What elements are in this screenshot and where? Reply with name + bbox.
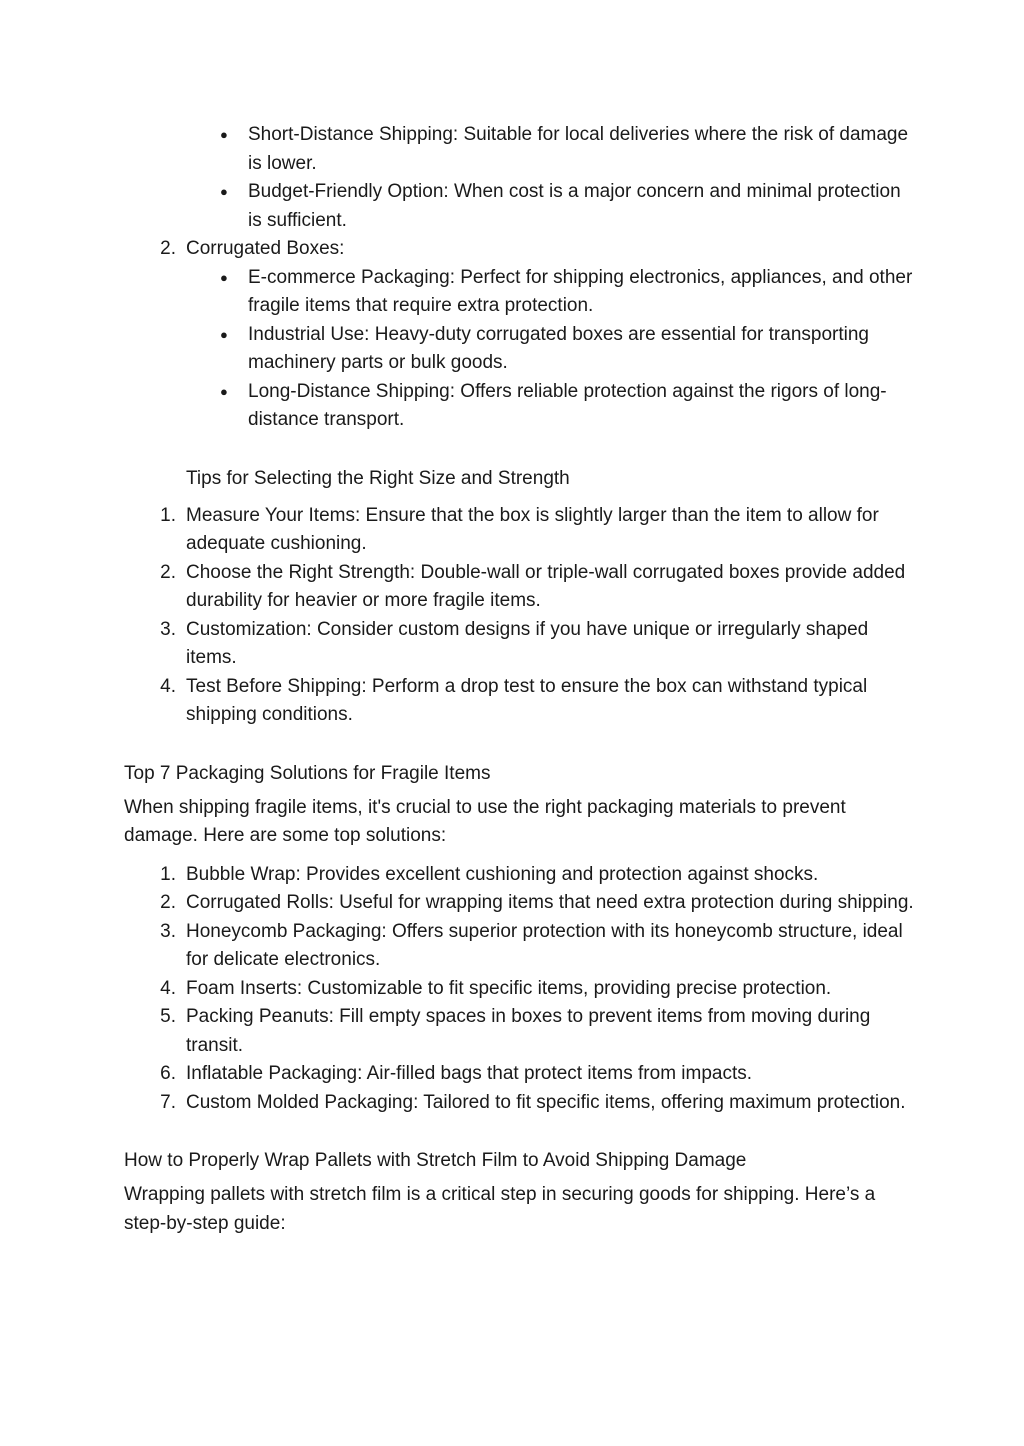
item2-bullet-list	[186, 264, 914, 435]
packaging-types-list	[124, 121, 914, 435]
list-item-text: Packing Peanuts: Fill empty spaces in boxes to prevent items from moving during transit.	[186, 1006, 871, 1056]
document-content	[124, 121, 914, 1238]
list-item	[160, 889, 914, 918]
list-item	[160, 918, 914, 975]
list-item-text: Foam Inserts: Customizable to fit specific items, providing precise protection.	[186, 977, 832, 999]
list-item-text: Corrugated Boxes:	[186, 238, 345, 259]
list-item	[220, 121, 914, 178]
list-number: 4.	[160, 675, 176, 697]
bullet-icon: ●	[220, 326, 228, 342]
list-item-text: Industrial Use: Heavy-duty corrugated boxes are essential for transporting machinery parts or bulk goods.	[248, 323, 869, 373]
list-item-text: Inflatable Packaging: Air-filled bags that protect items from impacts.	[186, 1063, 753, 1084]
list-item	[160, 673, 914, 730]
list-item	[160, 1089, 914, 1118]
bullet-icon: ●	[220, 127, 228, 142]
list-item	[160, 502, 914, 559]
list-number: 3.	[160, 618, 176, 640]
list-item-text: Choose the Right Strength: Double-wall or triple-wall corrugated boxes provide added durability for heavier or more fragile items.	[186, 561, 906, 611]
list-item-text: Custom Molded Packaging: Tailored to fit specific items, offering maximum protection.	[186, 1091, 906, 1113]
tips-heading: Tips for Selecting the Right Size and Strength	[186, 467, 570, 489]
list-item	[160, 1060, 914, 1089]
list-number: 1.	[160, 504, 176, 526]
list-item-text: Test Before Shipping: Perform a drop test to ensure the box can withstand typical shipping conditions.	[186, 675, 868, 725]
bullet-icon: ●	[220, 383, 228, 399]
pallets-intro: Wrapping pallets with stretch film is a critical step in securing goods for shipping. Here’s a step-by-step guide:	[124, 1184, 876, 1234]
list-item-text: Customization: Consider custom designs if you have unique or irregularly shaped items.	[186, 618, 869, 668]
list-item	[220, 321, 914, 378]
list-item	[160, 1003, 914, 1060]
list-item-text: Corrugated Rolls: Useful for wrapping items that need extra protection during shipping.	[186, 892, 914, 913]
list-item	[160, 861, 914, 890]
list-number: 5.	[160, 1006, 176, 1027]
list-number: 3.	[160, 920, 176, 942]
list-item-text: Short-Distance Shipping: Suitable for local deliveries where the risk of damage is lower.	[248, 124, 909, 174]
tips-list	[124, 502, 914, 730]
list-item-text: E-commerce Packaging: Perfect for shipping electronics, appliances, and other fragile items that require extra protection.	[248, 266, 913, 316]
fragile-intro: When shipping fragile items, it's crucial to use the right packaging materials to prevent damage. Here are some top solutions:	[124, 796, 846, 846]
list-number: 7.	[160, 1091, 176, 1113]
list-item	[220, 378, 914, 435]
list-item-text: Measure Your Items: Ensure that the box is slightly larger than the item to allow for adequate cushioning.	[186, 504, 879, 554]
list-item	[160, 975, 914, 1004]
fragile-solutions-list	[124, 861, 914, 1118]
list-item-text: Budget-Friendly Option: When cost is a major concern and minimal protection is sufficient.	[248, 181, 901, 231]
list-item-text: Long-Distance Shipping: Offers reliable protection against the rigors of long-distance transport.	[248, 380, 887, 430]
bullet-icon: ●	[220, 184, 228, 199]
list-item	[220, 264, 914, 321]
fragile-heading: Top 7 Packaging Solutions for Fragile Items	[124, 762, 491, 784]
pallets-heading: How to Properly Wrap Pallets with Stretch Film to Avoid Shipping Damage	[124, 1150, 747, 1171]
item1-bullet-list	[186, 121, 914, 235]
list-item	[160, 616, 914, 673]
list-item-text: Honeycomb Packaging: Offers superior protection with its honeycomb structure, ideal for delicate electronics.	[186, 920, 903, 970]
list-number: 2.	[160, 561, 176, 583]
list-item	[220, 178, 914, 235]
bullet-icon: ●	[220, 269, 228, 285]
list-item-text: Bubble Wrap: Provides excellent cushioning and protection against shocks.	[186, 863, 819, 885]
list-item	[160, 559, 914, 616]
list-number: 4.	[160, 977, 176, 999]
list-item	[160, 235, 914, 264]
list-number: 1.	[160, 863, 176, 885]
list-number: 2.	[160, 238, 176, 259]
list-number: 2.	[160, 892, 176, 913]
list-number: 6.	[160, 1063, 176, 1084]
